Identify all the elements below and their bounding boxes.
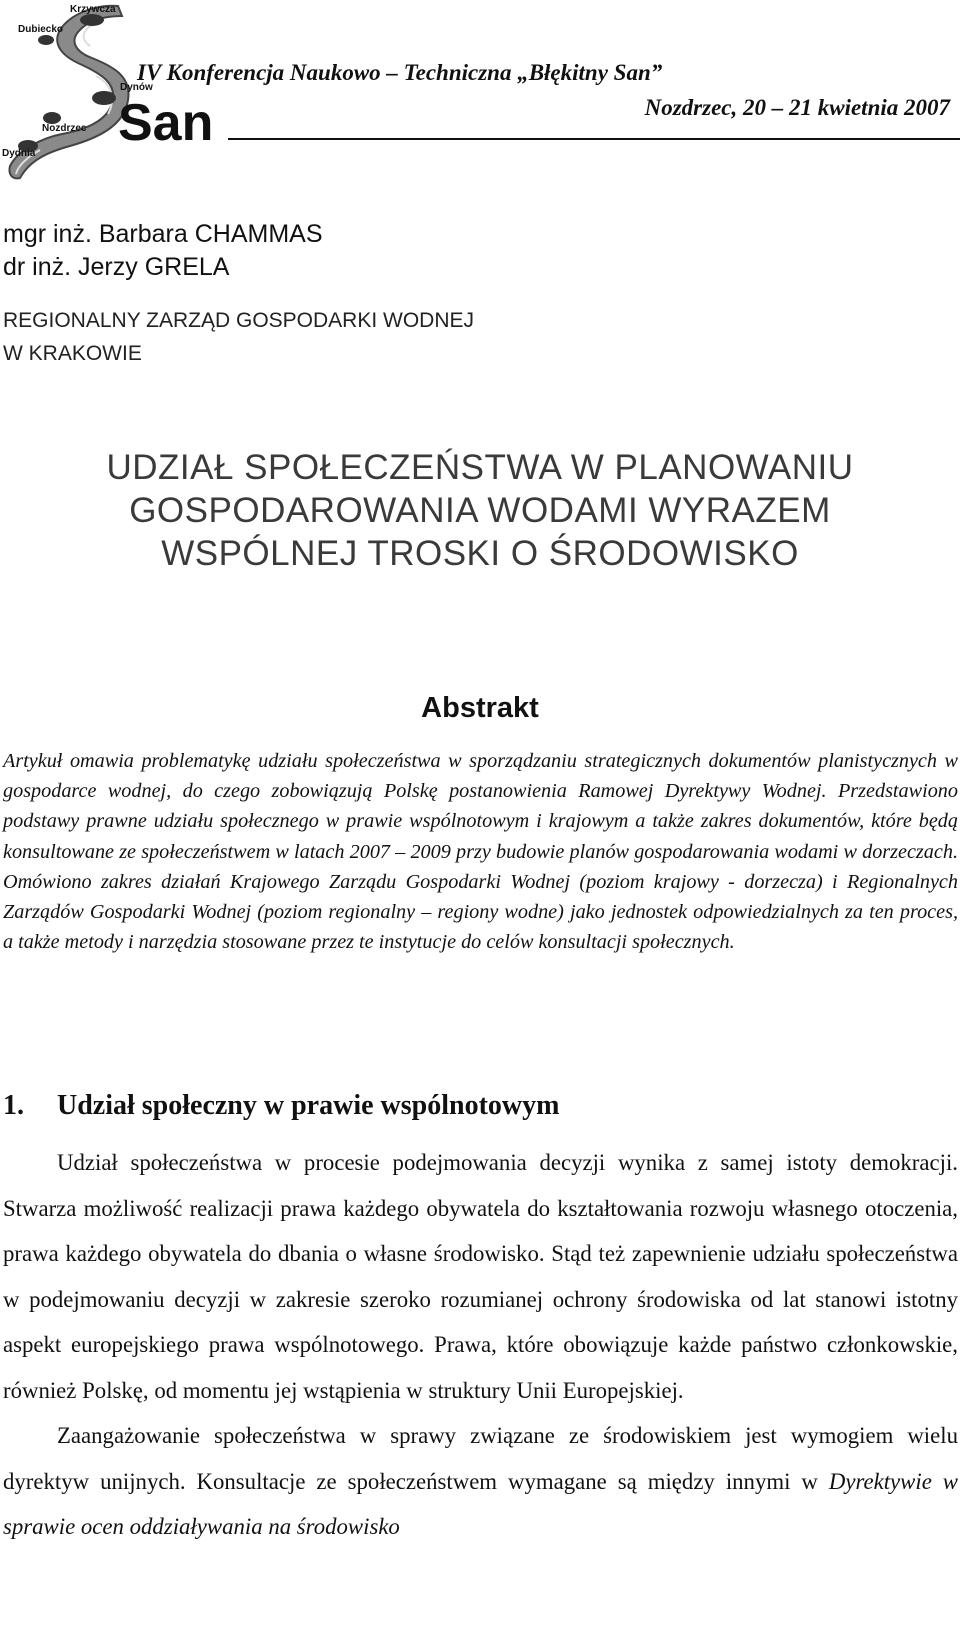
town-marker-dubiecko — [38, 35, 54, 45]
institution-block — [3, 304, 474, 370]
conference-date: Nozdrzec, 20 – 21 kwietnia 2007 — [644, 95, 950, 120]
body-paragraph-text: Zaangażowanie społeczeństwa w sprawy związane ze środowiskiem jest wymogiem wielu dyrektyw unijnych. Konsultacje ze społeczeństwem wymagane są między innymi w — [3, 1423, 958, 1494]
place-label-dynow: Dynów — [120, 82, 153, 93]
place-label-dydnia: Dydnia — [2, 148, 36, 159]
place-label-nozdrzec: Nozdrzec — [42, 123, 87, 134]
abstract-heading: Abstrakt — [421, 692, 539, 724]
author-name: mgr inż. Barbara CHAMMAS — [3, 220, 323, 248]
place-label-dubiecko: Dubiecko — [18, 24, 64, 35]
section-number: 1. — [3, 1090, 24, 1121]
paper-title — [0, 446, 960, 575]
logo-wordmark: San — [118, 94, 214, 152]
conference-title: IV Konferencja Naukowo – Techniczna „Błękitny San” — [137, 60, 663, 85]
river-map-graphic — [0, 0, 230, 190]
body-paragraph: Udział społeczeństwa w procesie podejmowania decyzji wynika z samej istoty demokracji. Stwarza możliwość realizacji prawa każdego obywatela do kształtowania rozwoju własnego otoczenia, prawa każdego obywatela do dbania o własne środowisko. Stąd też zapewnienie udziału społeczeństwa w podejmowaniu decyzji w zakresie szeroko rozumianej ochrony środowiska od lat stanowi istotny aspekt europejskiego prawa wspólnotowego. Prawa, które obowiązuje każde państwo członkowskie, również Polskę, od momentu jej wstąpienia w struktury Unii Europejskiej. — [3, 1150, 958, 1403]
authors-block — [3, 218, 323, 284]
header-divider — [228, 138, 960, 140]
paper-title-line: WSPÓLNEJ TROSKI O ŚRODOWISKO — [161, 534, 799, 573]
place-label-krzywcza: Krzywcza — [70, 4, 116, 15]
section-title: Udział społeczny w prawie wspólnotowym — [57, 1090, 560, 1121]
institution-line: W KRAKOWIE — [3, 342, 142, 365]
paper-title-line: GOSPODAROWANIA WODAMI WYRAZEM — [129, 491, 831, 530]
town-marker-krzywcza — [80, 14, 104, 26]
directive-title: Dyrektywie w sprawie ocen oddziaływania na środowisko — [3, 1468, 959, 1539]
section-heading — [3, 1090, 559, 1122]
body-paragraph — [3, 1413, 958, 1550]
san-river-logo — [0, 0, 230, 190]
institution-line: REGIONALNY ZARZĄD GOSPODARKI WODNEJ — [3, 309, 475, 332]
abstract-text: Artykuł omawia problematykę udziału społeczeństwa w sporządzaniu strategicznych dokumentów planistycznych w gospodarce wodnej, do czego zobowiązują Polskę postanowienia Ramowej Dyrektywy Wodnej. Przedstawiono podstawy prawne udziału społecznego w prawie wspólnotowym i krajowym a także zakres dokumentów, które będą konsultowane ze społeczeństwem w latach 2007 – 2009 przy budowie planów gospodarowania wodami w dorzeczach. Omówiono zakres działań Krajowego Zarządu Gospodarki Wodnej (poziom krajowy - dorzecza) i Regionalnych Zarządów Gospodarki Wodnej (poziom regionalny – regiony wodne) jako jednostek odpowiedzialnych za ten proces, a także metody i narzędzia stosowane przez te instytucje do celów konsultacji społecznych. — [3, 750, 958, 954]
town-marker-dynow — [92, 91, 116, 105]
section-body — [3, 1140, 958, 1550]
author-name: dr inż. Jerzy GRELA — [3, 253, 230, 281]
paper-title-line: UDZIAŁ SPOŁECZEŃSTWA W PLANOWANIU — [106, 448, 854, 487]
